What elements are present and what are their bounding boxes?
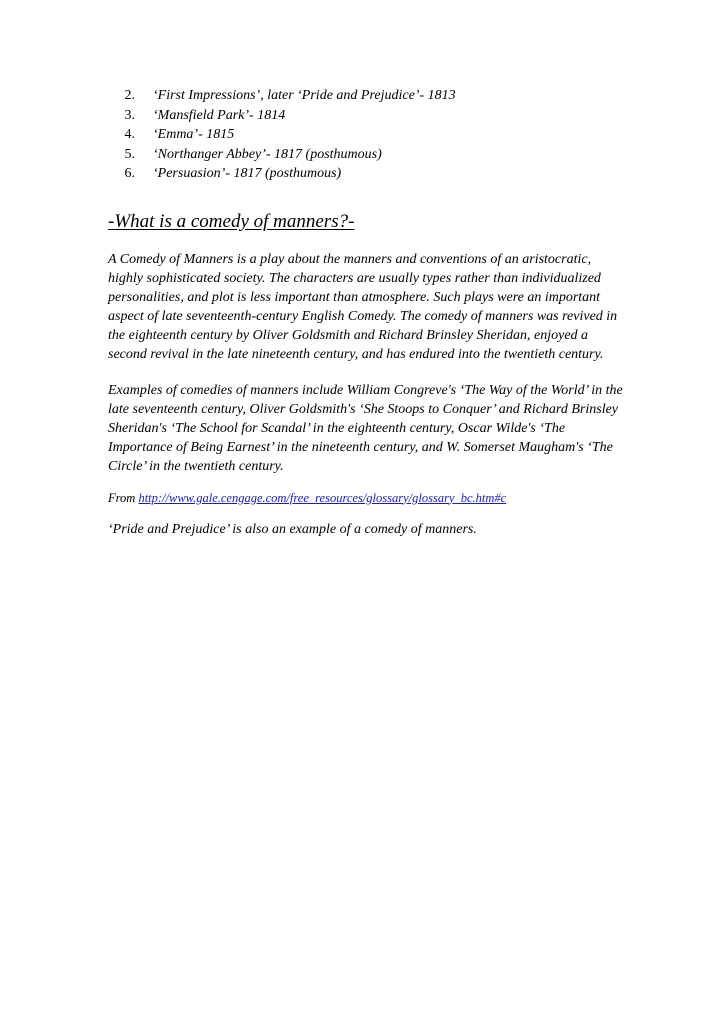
definition-paragraph: A Comedy of Manners is a play about the manners and conventions of an aristocratic, highly sophisticated society. The characters are usually types rather than individualized personalities, and plot is less important than atmosphere. Such plays were an important aspect of late seventeenth-century English Comedy. The comedy of manners was revived in the eighteenth century by Oliver Goldsmith and Richard Brinsley Sheridan, enjoyed a second revival in the late nineteenth century, and has endured into the twentieth century.	[108, 251, 618, 362]
list-item	[108, 106, 628, 126]
list-item-number: 5.	[124, 146, 135, 162]
section-heading: -What is a comedy of manners?-	[108, 210, 355, 232]
list-item-number: 6.	[124, 166, 135, 181]
list-item-number: 4.	[124, 127, 135, 142]
list-item-text: ‘Emma’- 1815	[153, 127, 235, 142]
works-list	[108, 86, 628, 184]
document-body	[108, 86, 628, 539]
list-item-number: 3.	[124, 107, 135, 123]
source-citation	[108, 489, 628, 507]
list-item-text: ‘First Impressions’, later ‘Pride and Prejudice’- 1813	[153, 88, 456, 103]
list-item-text: ‘Persuasion’- 1817 (posthumous)	[153, 166, 342, 181]
list-item	[108, 86, 628, 106]
source-link[interactable]: http://www.gale.cengage.com/free_resources/glossary/glossary_bc.htm#c	[138, 490, 507, 505]
list-item	[108, 125, 628, 145]
list-item	[108, 164, 628, 184]
list-item-text: ‘Mansfield Park’- 1814	[153, 107, 286, 123]
examples-paragraph: Examples of comedies of manners include William Congreve's ‘The Way of the World’ in the late seventeenth century, Oliver Goldsmith's ‘She Stoops to Conquer’ and Richard Brinsley Sheridan's ‘The School for Scandal’ in the eighteenth century, Oscar Wilde's ‘The Importance of Being Earnest’ in the nineteenth century, and W. Somerset Maugham's ‘The Circle’ in the twentieth century.	[108, 382, 623, 474]
closing-sentence: ‘Pride and Prejudice’ is also an example of a comedy of manners.	[108, 521, 477, 537]
list-item-number: 2.	[124, 88, 135, 103]
source-prefix: From	[108, 490, 136, 505]
list-item	[108, 145, 628, 165]
list-item-text: ‘Northanger Abbey’- 1817 (posthumous)	[153, 146, 382, 162]
